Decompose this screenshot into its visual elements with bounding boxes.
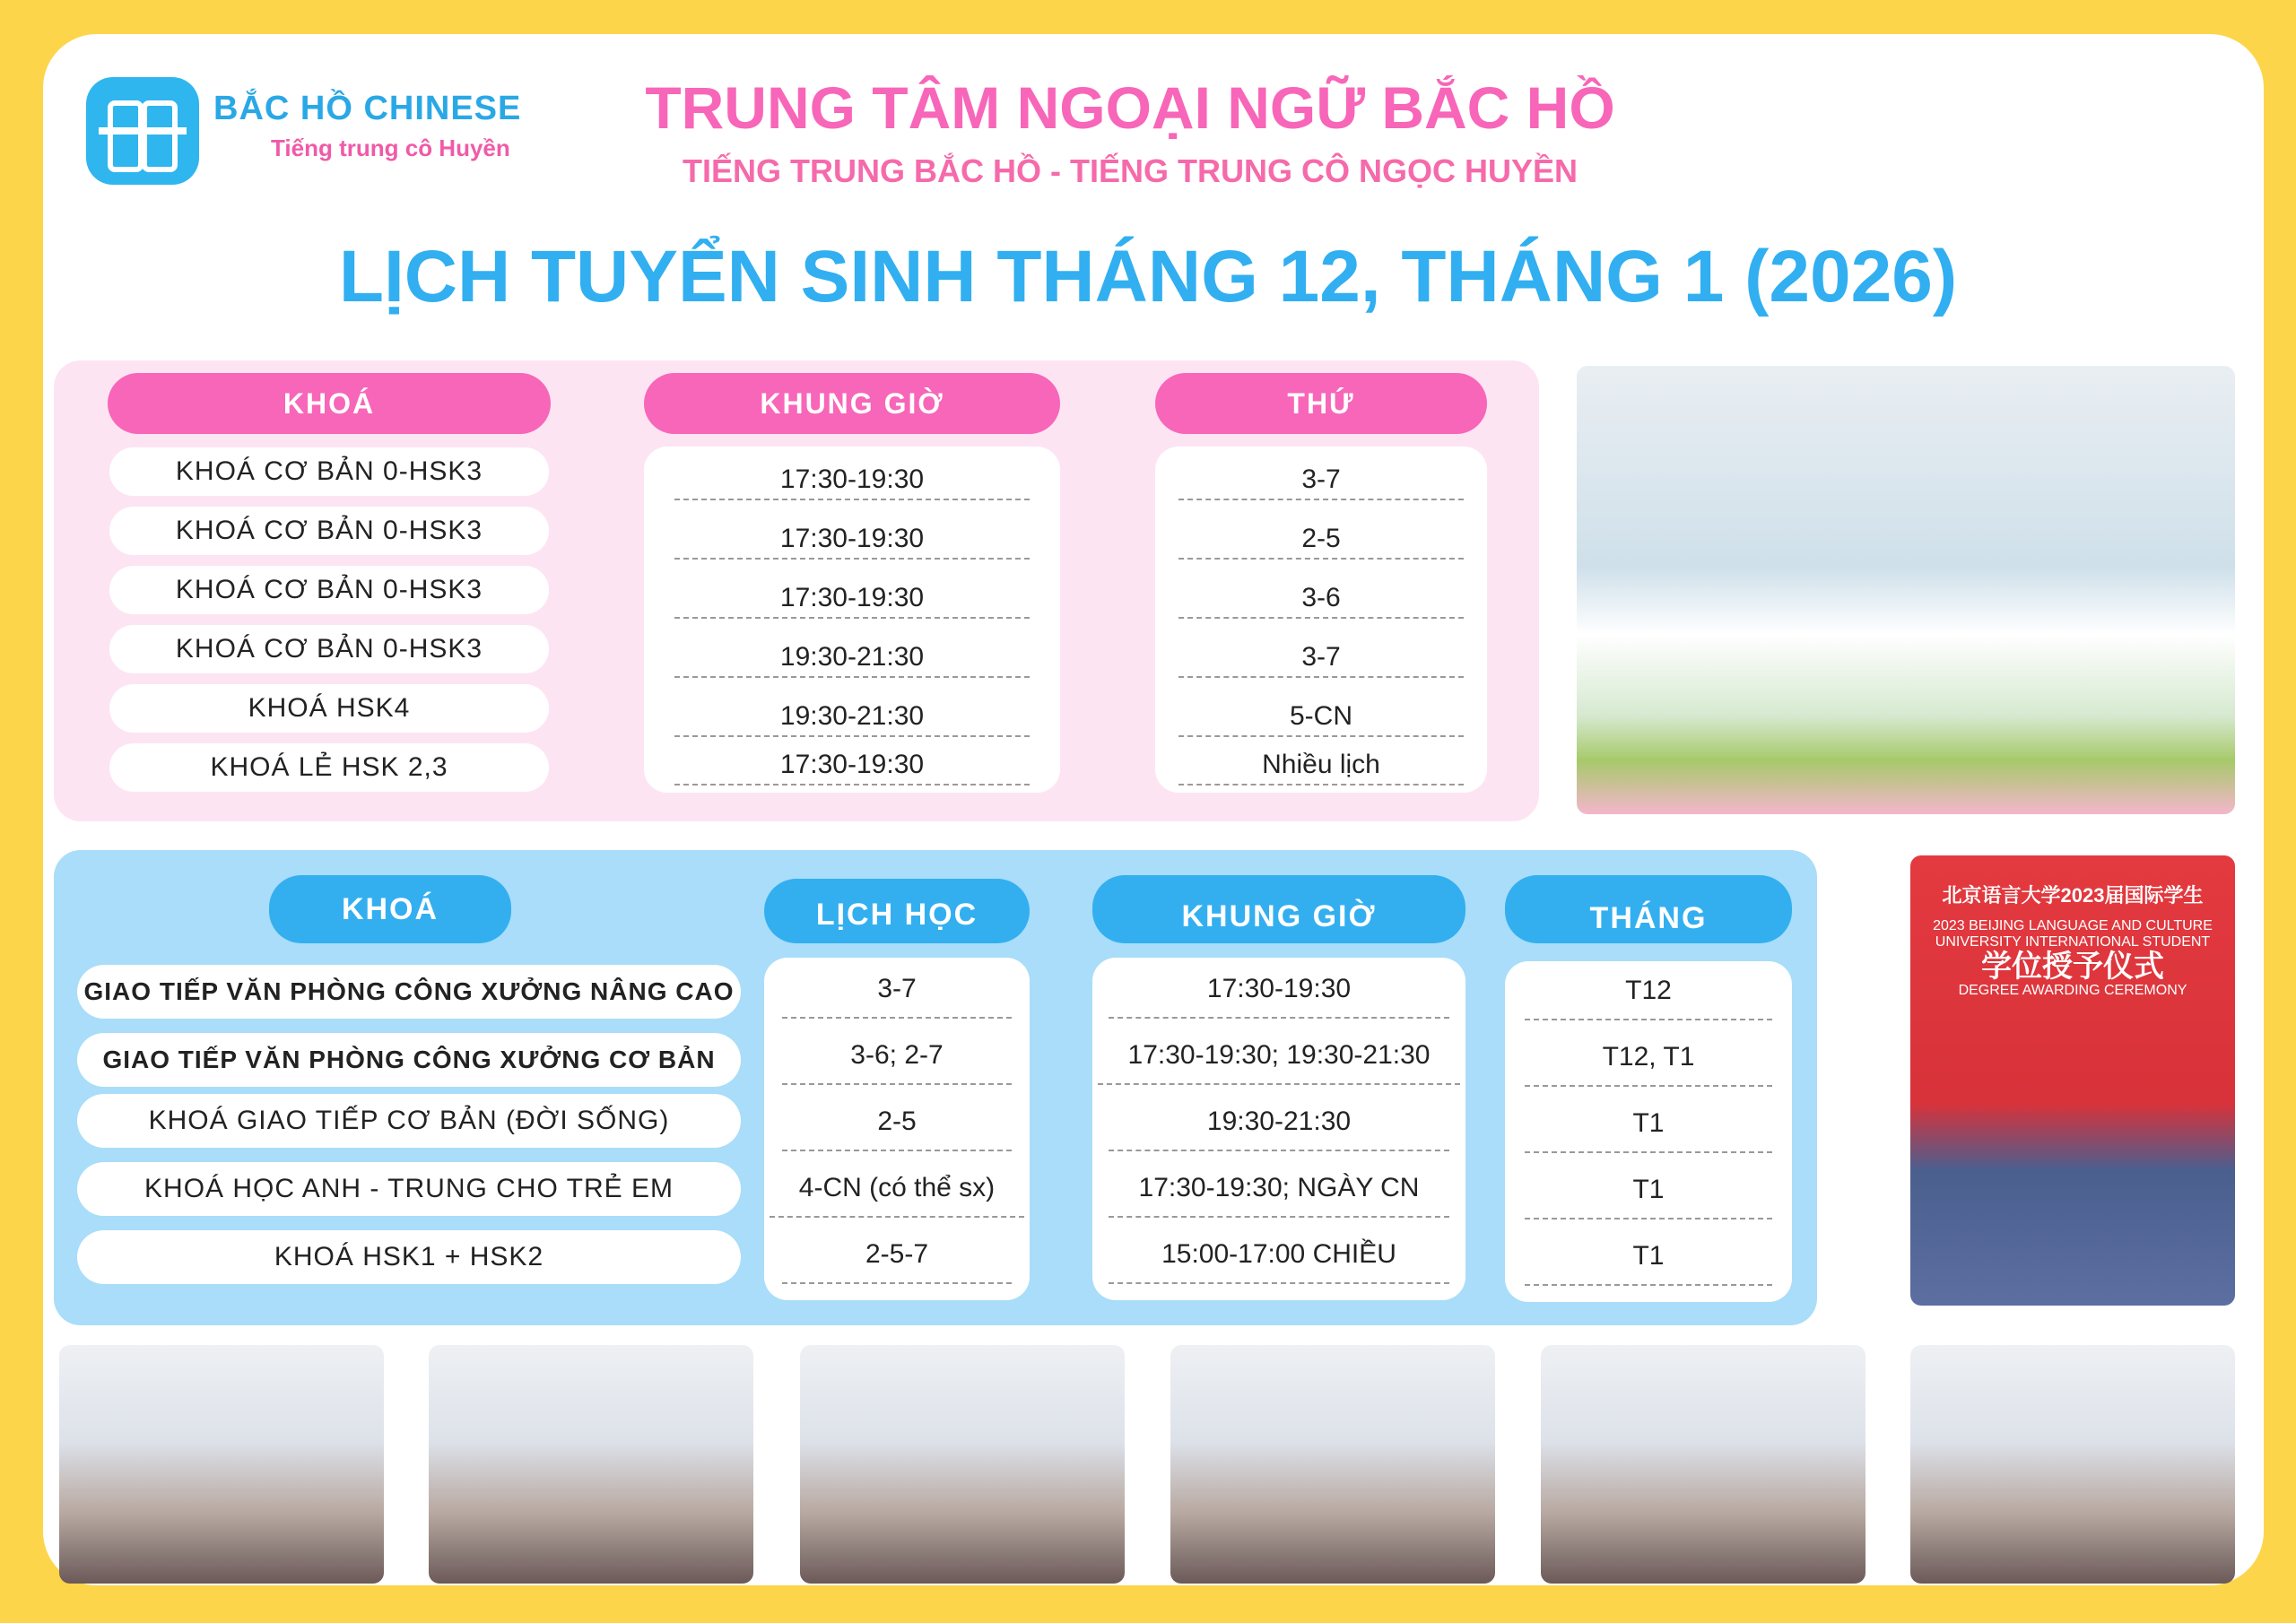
classroom-photo [429,1345,753,1584]
month-cell: T1 [1525,1175,1772,1219]
header-time-2: KHUNG GIỜ [1092,875,1465,943]
ceremony-line-3: 学位授予仪式 [1981,950,2164,984]
days-cell: 2-5 [1178,524,1464,560]
header-course-2: KHOÁ [269,875,511,943]
ceremony-line-4: DEGREE AWARDING CEREMONY [1958,983,2187,998]
graduation-photo [1910,855,2235,1306]
month-cell: T12, T1 [1525,1042,1772,1087]
days-cell: Nhiều lịch [1178,750,1464,785]
classroom-photo [1541,1345,1866,1584]
classroom-photo [800,1345,1125,1584]
course-row-2: GIAO TIẾP VĂN PHÒNG CÔNG XƯỞNG NÂNG CAO [77,965,741,1019]
course-row-2: KHOÁ HSK1 + HSK2 [77,1230,741,1284]
days-cell: 3-7 [1178,464,1464,500]
course-row: KHOÁ CƠ BẢN 0-HSK3 [109,507,549,555]
course-row: KHOÁ CƠ BẢN 0-HSK3 [109,566,549,614]
center-title: TRUNG TÂM NGOẠI NGỮ BẮC HỒ [645,74,1615,141]
schedule-cell: 4-CN (có thể sx) [770,1173,1024,1218]
header-course: KHOÁ [108,373,551,434]
time-cell: 19:30-21:30 [674,701,1030,737]
month-cell: T12 [1525,976,1772,1020]
header-schedule-2: LỊCH HỌC [764,879,1030,943]
time-cell-2: 17:30-19:30; NGÀY CN [1109,1173,1449,1218]
time-cell: 19:30-21:30 [674,642,1030,678]
center-subtitle: TIẾNG TRUNG BẮC HỒ - TIẾNG TRUNG CÔ NGỌC HUYỀN [683,152,1578,189]
ceremony-line-1: 北京语言大学2023届国际学生 [1942,884,2204,907]
time-cell-2: 17:30-19:30; 19:30-21:30 [1098,1040,1460,1085]
schedule-cell: 2-5-7 [782,1239,1012,1284]
time-cell: 17:30-19:30 [674,583,1030,619]
logo-icon [86,77,199,185]
month-cell: T1 [1525,1108,1772,1153]
month-cell: T1 [1525,1241,1772,1286]
time-cell-2: 19:30-21:30 [1109,1107,1449,1151]
schedule-cell: 3-6; 2-7 [782,1040,1012,1085]
ceremony-line-2: 2023 BEIJING LANGUAGE AND CULTURE UNIVERSITY INTERNATIONAL STUDENT [1933,918,2213,950]
header-month-2: THÁNG [1505,875,1792,943]
brand-tagline: Tiếng trung cô Huyền [271,135,510,161]
classroom-photo [1910,1345,2235,1584]
course-row: KHOÁ HSK4 [109,684,549,733]
time-cell: 17:30-19:30 [674,750,1030,785]
days-cell: 5-CN [1178,701,1464,737]
time-cell: 17:30-19:30 [674,524,1030,560]
course-row-2: GIAO TIẾP VĂN PHÒNG CÔNG XƯỞNG CƠ BẢN [77,1033,741,1087]
course-row: KHOÁ LẺ HSK 2,3 [109,743,549,792]
course-row: KHOÁ CƠ BẢN 0-HSK3 [109,625,549,673]
course-row-2: KHOÁ HỌC ANH - TRUNG CHO TRẺ EM [77,1162,741,1216]
days-cell: 3-7 [1178,642,1464,678]
brand-name: BẮC HỒ CHINESE [213,90,522,127]
time-cell-2: 17:30-19:30 [1109,974,1449,1019]
schedule-headline: LỊCH TUYỂN SINH THÁNG 12, THÁNG 1 (2026) [338,236,1958,317]
header-time: KHUNG GIỜ [644,373,1060,434]
header-days: THỨ [1155,373,1487,434]
celebration-photo [1577,366,2235,814]
schedule-cell: 2-5 [782,1107,1012,1151]
time-cell-2: 15:00-17:00 CHIỀU [1109,1239,1449,1284]
days-cell: 3-6 [1178,583,1464,619]
course-row-2: KHOÁ GIAO TIẾP CƠ BẢN (ĐỜI SỐNG) [77,1094,741,1148]
time-cell: 17:30-19:30 [674,464,1030,500]
classroom-photo [1170,1345,1495,1584]
course-row: KHOÁ CƠ BẢN 0-HSK3 [109,447,549,496]
classroom-photo [59,1345,384,1584]
schedule-cell: 3-7 [782,974,1012,1019]
